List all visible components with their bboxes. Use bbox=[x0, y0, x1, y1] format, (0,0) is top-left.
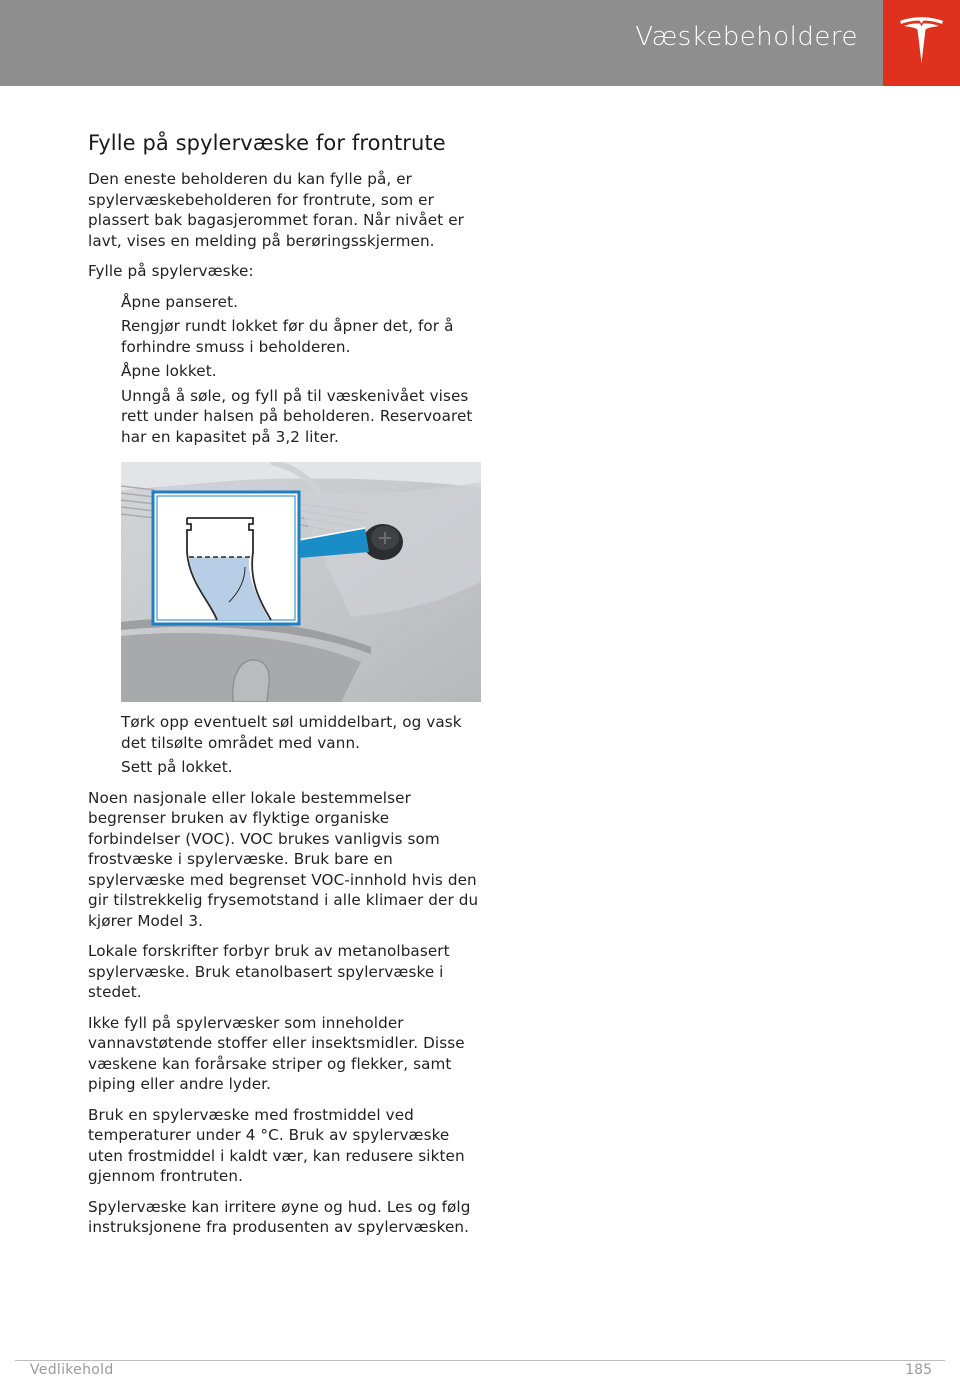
intro-paragraph: Den eneste beholderen du kan fylle på, er spylervæskebeholderen for frontrute, som er plassert bak bagasjerommet foran. Når nivået er lavt, vises en melding på berøringsskjermen. bbox=[88, 170, 464, 250]
footer-divider bbox=[15, 1360, 945, 1361]
footer-section-name: Vedlikehold bbox=[30, 1362, 114, 1378]
list-item: Sett på lokket. bbox=[121, 758, 233, 776]
page-header bbox=[0, 0, 960, 86]
chapter-title: Væskebeholdere bbox=[635, 22, 858, 52]
fill-steps-list bbox=[121, 292, 483, 448]
list-item: Åpne panseret. bbox=[121, 292, 239, 311]
finish-steps-list bbox=[121, 712, 483, 778]
list-item: Åpne lokket. bbox=[121, 362, 217, 380]
list-item: Unngå å søle, og fyll på til væskenivået vises rett under halsen på beholderen. Reservoaret har en kapasitet på 3,2 liter. bbox=[121, 386, 473, 446]
repellent-paragraph: Ikke fyll på spylervæsker som inneholder vannavstøtende stoffer eller insektsmidler. Disse væskene kan forårsake striper og flekker, samt piping eller andre lyder. bbox=[88, 1013, 465, 1093]
section-title: Fylle på spylervæske for frontrute bbox=[88, 131, 446, 155]
brand-badge bbox=[883, 0, 960, 86]
steps-lead: Fylle på spylervæske: bbox=[88, 262, 254, 280]
list-item: Rengjør rundt lokket før du åpner det, for å forhindre smuss i beholderen. bbox=[121, 317, 454, 356]
voc-paragraph: Noen nasjonale eller lokale bestemmelser begrenser bruken av flyktige organiske forbindelser (VOC). VOC brukes vanligvis som frostvæske i spylervæske. Bruk bare en spylervæske med begrenset VOC-innhold hvis den gir tilstrekkelig frysemotstand i alle klimaer der du kjører Model 3. bbox=[88, 788, 479, 930]
tesla-logo-icon bbox=[898, 17, 945, 67]
page-number: 185 bbox=[905, 1362, 932, 1378]
antifreeze-paragraph: Bruk en spylervæske med frostmiddel ved temperaturer under 4 °C. Bruk av spylervæske uten frostmiddel i kaldt vær, kan redusere sikten gjennom frontruten. bbox=[88, 1105, 465, 1185]
methanol-paragraph: Lokale forskrifter forbyr bruk av metanolbasert spylervæske. Bruk etanolbasert spylervæske i stedet. bbox=[88, 942, 450, 1001]
washer-reservoir-illustration bbox=[121, 462, 481, 702]
list-item: Tørk opp eventuelt søl umiddelbart, og vask det tilsølte området med vann. bbox=[121, 713, 462, 752]
safety-paragraph: Spylervæske kan irritere øyne og hud. Les og følg instruksjonene fra produsenten av spylervæsken. bbox=[88, 1197, 471, 1236]
main-content bbox=[88, 130, 483, 1248]
